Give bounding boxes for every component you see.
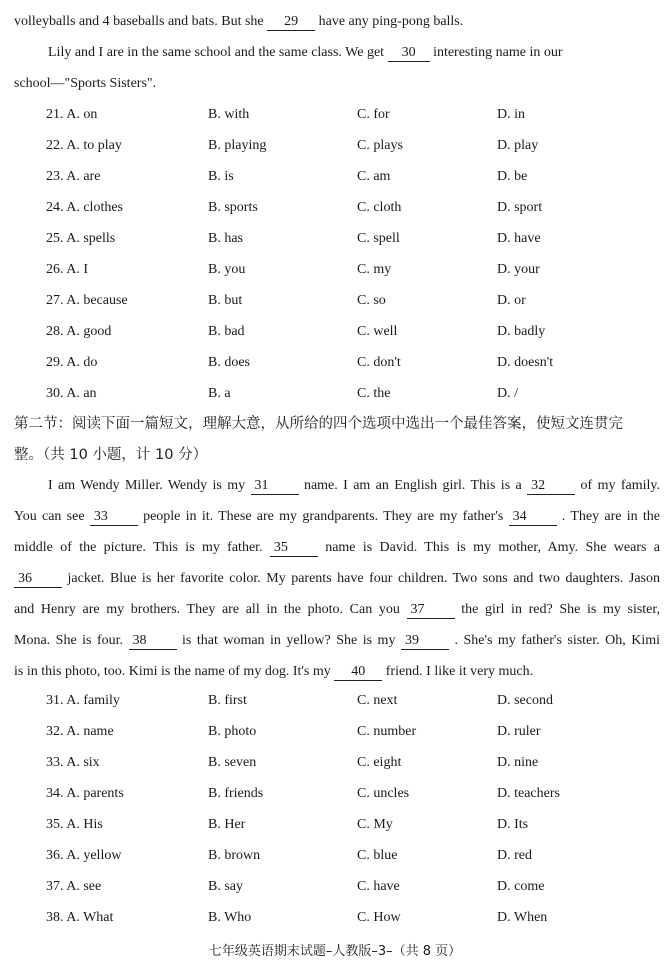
option-b: B. with	[208, 107, 250, 122]
question-number: 31.	[46, 693, 64, 708]
question-number: 24.	[46, 200, 64, 215]
question-number: 21.	[46, 107, 64, 122]
option-b: B. but	[208, 293, 243, 308]
option-c: C. number	[357, 724, 417, 739]
option-a: A. clothes	[66, 200, 123, 215]
passage-text: I am Wendy Miller. Wendy is my	[48, 478, 246, 493]
passage2-line-3	[14, 538, 660, 558]
question-number: 23.	[46, 169, 64, 184]
option-d: D. nine	[497, 755, 539, 770]
question-number: 29.	[46, 355, 64, 370]
question-number: 37.	[46, 879, 64, 894]
option-d: D. or	[497, 293, 526, 308]
blank-39: 39	[401, 633, 449, 650]
option-b: B. playing	[208, 138, 267, 153]
passage1-line-1	[14, 12, 660, 32]
question-number: 27.	[46, 293, 64, 308]
option-b: B. does	[208, 355, 250, 370]
question-number-and-option-a	[46, 198, 123, 218]
passage-text: and Henry are my brothers. They are all in the photo. Can you	[14, 602, 400, 617]
blank-29: 29	[267, 14, 315, 31]
question-number: 26.	[46, 262, 64, 277]
blank-34: 34	[509, 509, 557, 526]
question-number: 38.	[46, 910, 64, 925]
passage2-line-5	[14, 600, 660, 620]
passage-text: . They are in the	[561, 509, 660, 524]
option-b: B. Who	[208, 910, 252, 925]
question-row	[0, 784, 670, 804]
question-row	[0, 229, 670, 249]
question-row	[0, 722, 670, 742]
question-number: 33.	[46, 755, 64, 770]
question-row	[0, 846, 670, 866]
passage-text: people in it. These are my grandparents. They are my father's	[143, 509, 504, 524]
blank-35: 35	[270, 540, 318, 557]
passage-text: Lily and I are in the same school and the same class. We get	[48, 45, 385, 60]
passage-text: friend. I like it very much.	[385, 664, 534, 679]
question-number-and-option-a	[46, 753, 100, 773]
question-row	[0, 753, 670, 773]
blank-33: 33	[90, 509, 138, 526]
option-d: D. ruler	[497, 724, 541, 739]
question-number-and-option-a	[46, 908, 113, 928]
option-c: C. uncles	[357, 786, 410, 801]
passage-text: . She's my father's sister. Oh, Kimi	[454, 633, 661, 648]
option-c: C. spell	[357, 231, 400, 246]
option-b: B. is	[208, 169, 234, 184]
option-c: C. plays	[357, 138, 403, 153]
question-number: 32.	[46, 724, 64, 739]
question-number-and-option-a	[46, 384, 97, 404]
passage-text: interesting name in our	[433, 45, 563, 60]
option-d: D. When	[497, 910, 548, 925]
question-row	[0, 384, 670, 404]
option-b: B. friends	[208, 786, 264, 801]
option-b: B. photo	[208, 724, 257, 739]
passage1-line-3: school—"Sports Sisters".	[14, 76, 157, 91]
question-number-and-option-a	[46, 722, 114, 742]
question-row	[0, 136, 670, 156]
option-a: A. to play	[66, 138, 122, 153]
section2-instructions-line2: 整。（共 10 小题，计 10 分）	[14, 447, 208, 463]
option-b: B. sports	[208, 200, 258, 215]
passage-text: have any ping-pong balls.	[318, 14, 464, 29]
option-c: C. blue	[357, 848, 398, 863]
option-b: B. has	[208, 231, 243, 246]
option-a: A. are	[66, 169, 101, 184]
question-row	[0, 353, 670, 373]
question-number: 34.	[46, 786, 64, 801]
passage2-line-6	[14, 631, 660, 651]
option-c: C. well	[357, 324, 398, 339]
option-b: B. brown	[208, 848, 261, 863]
option-d: D. in	[497, 107, 525, 122]
passage2-line-4	[14, 569, 660, 589]
question-number-and-option-a	[46, 260, 88, 280]
question-number: 35.	[46, 817, 64, 832]
question-number: 22.	[46, 138, 64, 153]
blank-32: 32	[527, 478, 575, 495]
question-number: 36.	[46, 848, 64, 863]
option-c: C. don't	[357, 355, 401, 370]
question-number-and-option-a	[46, 136, 122, 156]
option-a: A. yellow	[66, 848, 122, 863]
question-number-and-option-a	[46, 877, 101, 897]
option-d: D. second	[497, 693, 553, 708]
blank-36: 36	[14, 571, 62, 588]
question-number-and-option-a	[46, 846, 121, 866]
section2-instructions-line1: 第二节：阅读下面一篇短文，理解大意，从所给的四个选项中选出一个最佳答案，使短文连贯完	[14, 416, 623, 432]
option-c: C. the	[357, 386, 391, 401]
question-number: 30.	[46, 386, 64, 401]
option-a: A. six	[66, 755, 100, 770]
passage-text: name is David. This is my mother, Amy. She wears a	[325, 540, 660, 555]
passage2-line-2	[14, 507, 660, 527]
passage2-line-1	[48, 476, 660, 496]
option-c: C. for	[357, 107, 390, 122]
option-d: D. teachers	[497, 786, 560, 801]
passage-text: is that woman in yellow? She is my	[182, 633, 396, 648]
option-d: D. come	[497, 879, 545, 894]
option-a: A. spells	[66, 231, 116, 246]
option-a: A. do	[66, 355, 98, 370]
passage-text: You can see	[14, 509, 85, 524]
option-b: B. a	[208, 386, 231, 401]
option-a: A. an	[66, 386, 97, 401]
question-row	[0, 260, 670, 280]
question-row	[0, 877, 670, 897]
option-a: A. family	[66, 693, 120, 708]
passage-text: volleyballs and 4 baseballs and bats. But she	[14, 14, 264, 29]
option-a: A. because	[66, 293, 128, 308]
passage-text: Mona. She is four.	[14, 633, 124, 648]
option-c: C. my	[357, 262, 392, 277]
passage-text: middle of the picture. This is my father.	[14, 540, 263, 555]
question-row	[0, 291, 670, 311]
question-row	[0, 105, 670, 125]
question-number-and-option-a	[46, 691, 120, 711]
question-number-and-option-a	[46, 815, 103, 835]
option-b: B. first	[208, 693, 247, 708]
option-d: D. sport	[497, 200, 543, 215]
option-a: A. I	[66, 262, 89, 277]
option-d: D. play	[497, 138, 539, 153]
option-b: B. you	[208, 262, 246, 277]
option-b: B. Her	[208, 817, 246, 832]
option-d: D. doesn't	[497, 355, 554, 370]
option-c: C. am	[357, 169, 391, 184]
blank-30: 30	[388, 45, 430, 62]
passage1-line-2	[48, 43, 660, 63]
option-b: B. seven	[208, 755, 257, 770]
option-a: A. name	[66, 724, 114, 739]
option-c: C. My	[357, 817, 393, 832]
passage-text: the girl in red? She is my sister,	[461, 602, 660, 617]
option-b: B. say	[208, 879, 243, 894]
question-number-and-option-a	[46, 167, 100, 187]
question-row	[0, 198, 670, 218]
option-c: C. have	[357, 879, 400, 894]
passage-text: name. I am an English girl. This is a	[303, 478, 522, 493]
option-a: A. good	[66, 324, 112, 339]
option-c: C. next	[357, 693, 398, 708]
question-row	[0, 908, 670, 928]
question-row	[0, 691, 670, 711]
question-number: 28.	[46, 324, 64, 339]
blank-37: 37	[407, 602, 455, 619]
option-a: A. see	[66, 879, 102, 894]
blank-38: 38	[129, 633, 177, 650]
question-row	[0, 815, 670, 835]
option-d: D. Its	[497, 817, 529, 832]
option-a: A. parents	[66, 786, 124, 801]
question-row	[0, 167, 670, 187]
page-footer: 七年级英语期末试题–人教版–3–（共 8 页）	[208, 944, 462, 959]
option-d: D. have	[497, 231, 541, 246]
option-d: D. red	[497, 848, 532, 863]
option-c: C. so	[357, 293, 386, 308]
option-b: B. bad	[208, 324, 245, 339]
option-c: C. eight	[357, 755, 402, 770]
option-a: A. on	[66, 107, 98, 122]
blank-31: 31	[251, 478, 299, 495]
question-number: 25.	[46, 231, 64, 246]
question-number-and-option-a	[46, 105, 97, 125]
passage-text: of my family.	[580, 478, 660, 493]
question-row	[0, 322, 670, 342]
option-a: A. What	[66, 910, 114, 925]
option-c: C. cloth	[357, 200, 402, 215]
option-d: D. /	[497, 386, 518, 401]
option-d: D. be	[497, 169, 528, 184]
blank-40: 40	[334, 664, 382, 681]
option-d: D. badly	[497, 324, 546, 339]
question-number-and-option-a	[46, 291, 128, 311]
passage2-line-7	[14, 662, 660, 682]
option-d: D. your	[497, 262, 540, 277]
option-c: C. How	[357, 910, 401, 925]
question-number-and-option-a	[46, 322, 111, 342]
passage-text: is in this photo, too. Kimi is the name of my dog. It's my	[14, 664, 331, 679]
question-number-and-option-a	[46, 784, 124, 804]
question-number-and-option-a	[46, 229, 115, 249]
option-a: A. His	[66, 817, 103, 832]
passage-text: jacket. Blue is her favorite color. My parents have four children. Two sons and two daughters. Jason	[67, 571, 661, 586]
question-number-and-option-a	[46, 353, 97, 373]
